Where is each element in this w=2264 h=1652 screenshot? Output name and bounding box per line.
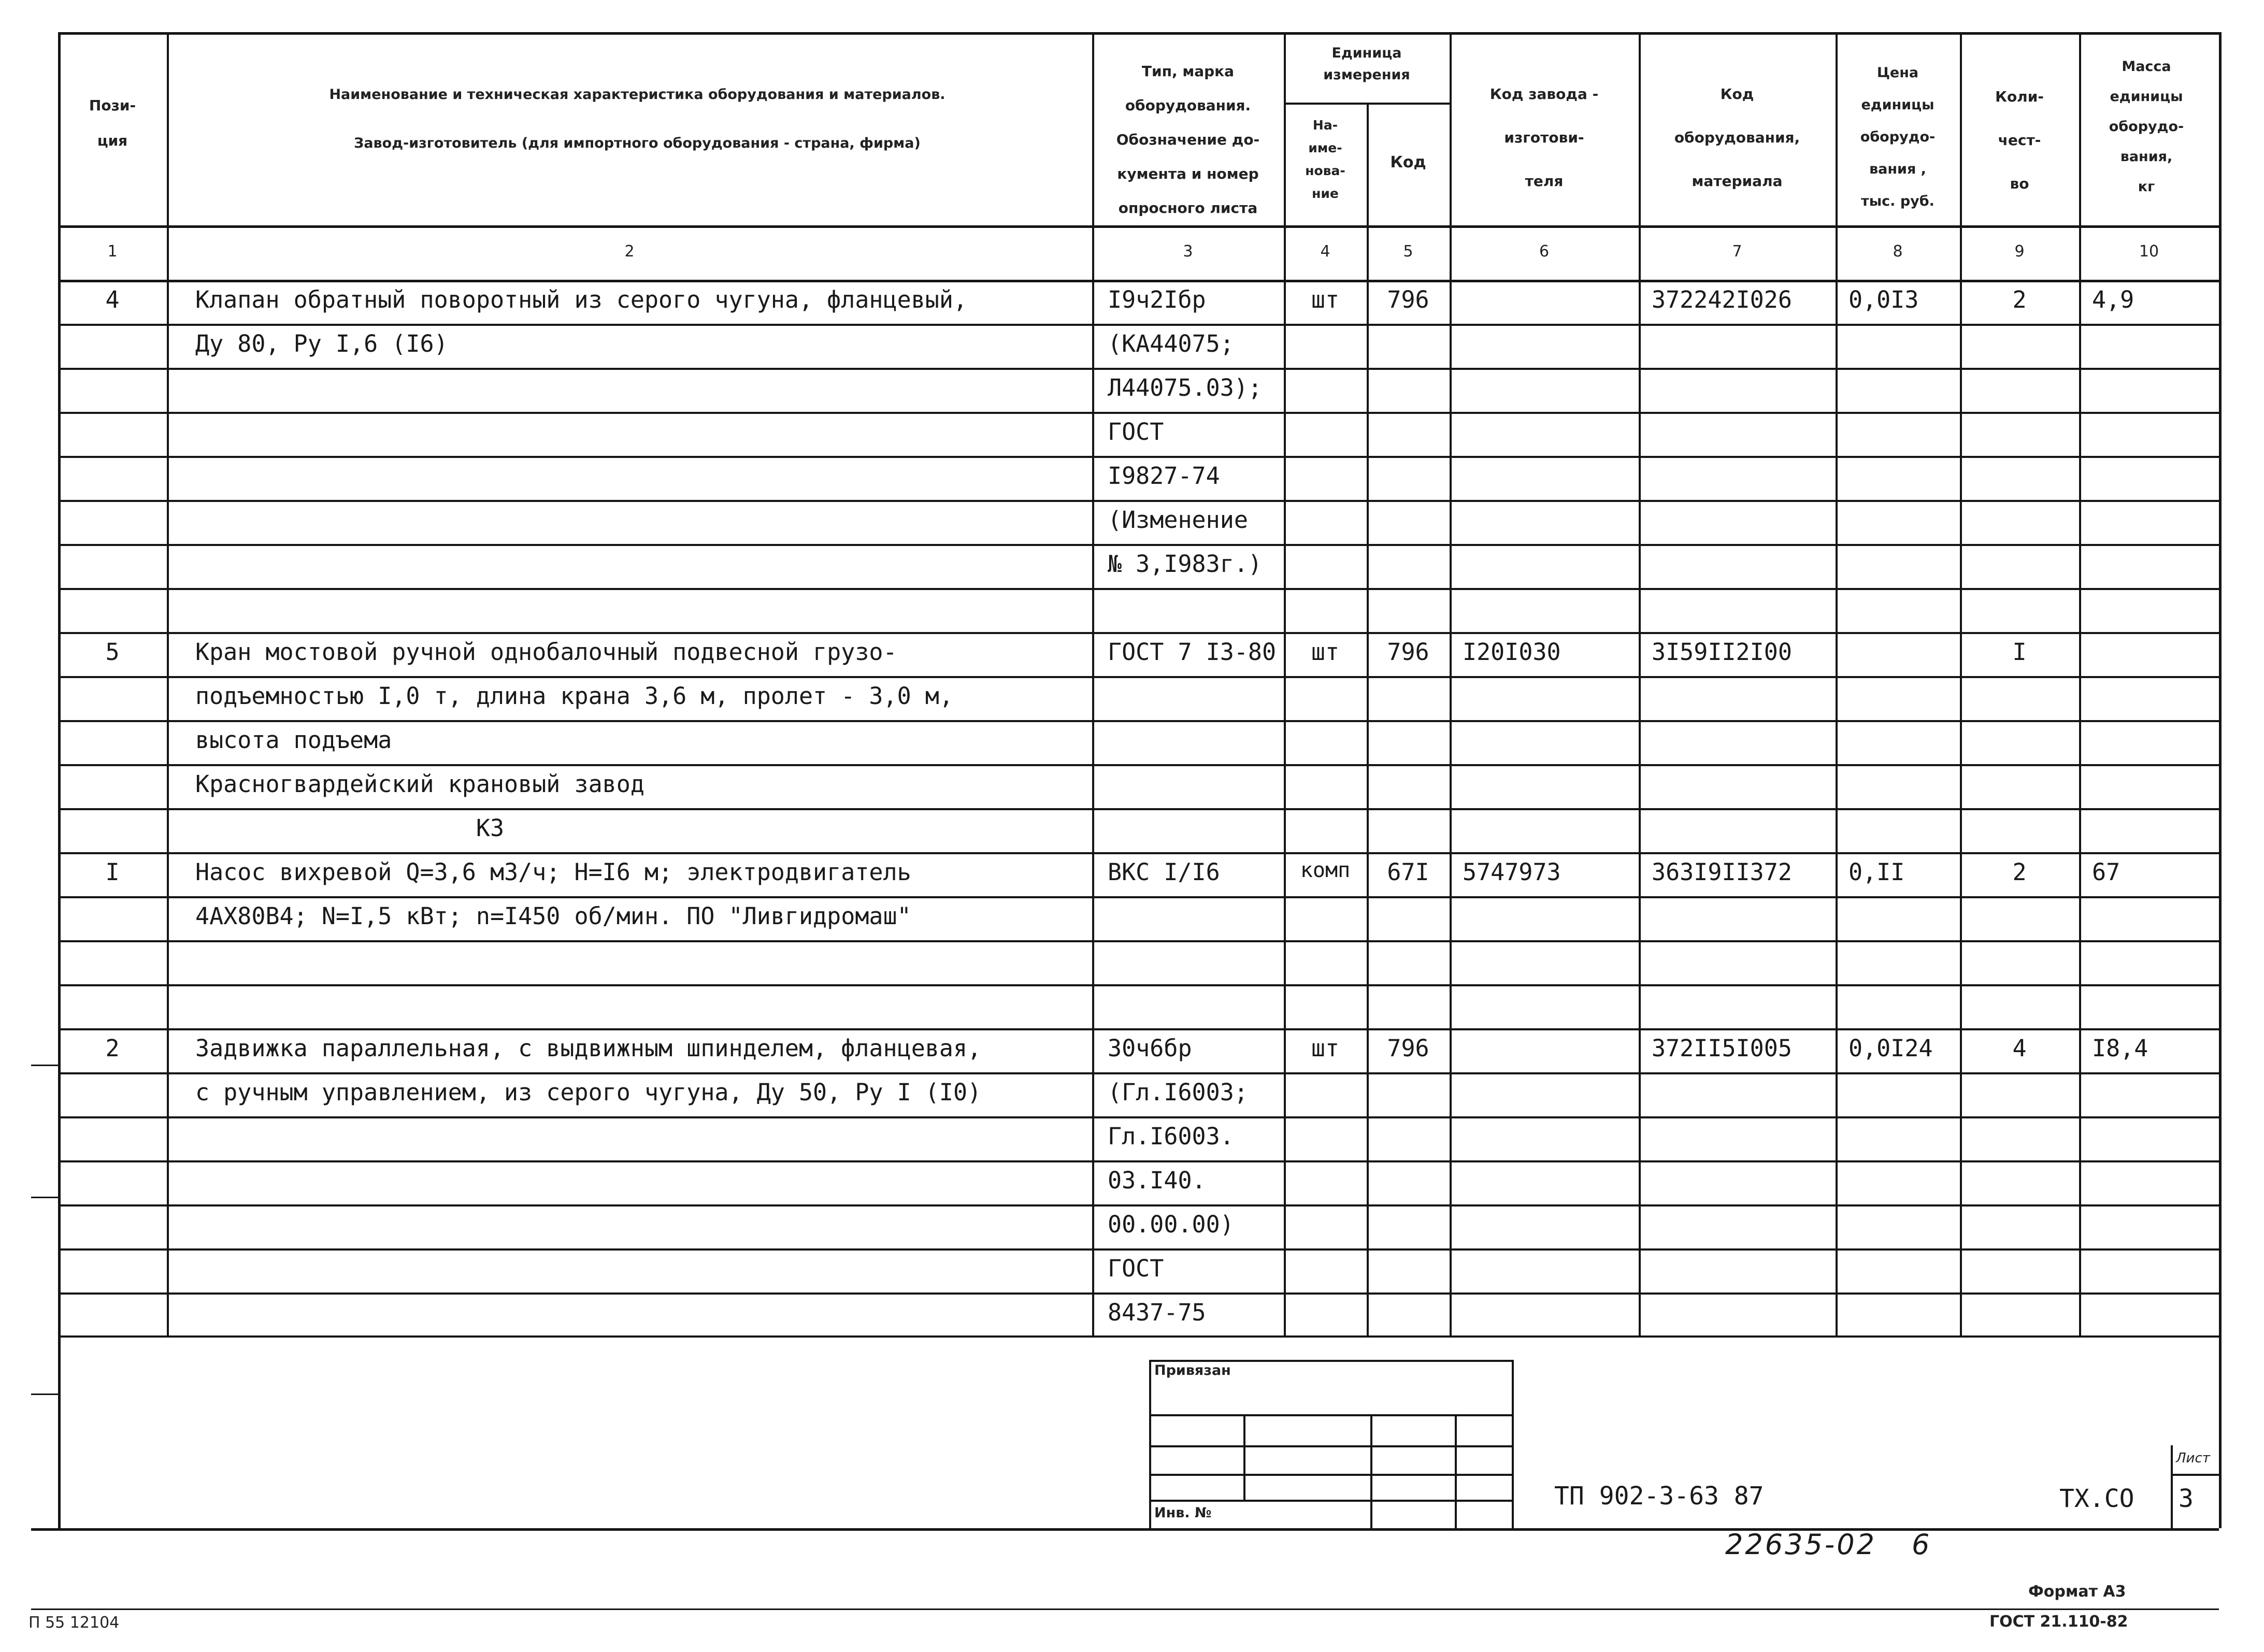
column-number: 2 [624,242,635,261]
table-rule [58,808,2219,810]
table-rule [58,984,2219,986]
table-rule [1284,32,1286,1335]
cell-type: 00.00.00) [1108,1211,1234,1238]
cell-mass: I8,4 [2092,1035,2148,1062]
cell-type: ГОСТ [1108,418,1164,446]
cell-type: I9827-74 [1108,462,1220,490]
cell-type: 8437-75 [1108,1299,1206,1326]
table-rule [58,1335,2219,1338]
column-number: 3 [1183,242,1193,261]
table-rule [58,1335,61,1528]
cell-equipment-code: 3I59II2I00 [1652,638,1792,666]
table-rule [1149,1445,1512,1447]
table-rule [58,1072,2219,1074]
cell-unit-price: 0,0I3 [1849,286,1919,313]
table-rule [1450,32,1452,1335]
table-rule [2171,1474,2219,1476]
column-number: 1 [107,242,118,261]
table-rule [58,1028,2219,1030]
table-rule [58,225,2219,228]
cell-equipment-code: 363I9II372 [1652,858,1792,886]
table-rule [58,632,2219,634]
table-rule [2219,32,2222,1335]
cell-quantity: 2 [2012,858,2027,886]
table-rule [2171,1445,2173,1528]
table-rule [1149,1360,1151,1528]
column-number: 6 [1539,242,1550,261]
table-rule [58,676,2219,678]
column-number: 10 [2139,242,2159,261]
header-unit-group: Единица измерения [1323,45,1410,83]
sheet-label: Лист [2176,1450,2210,1466]
cell-mass: 4,9 [2092,286,2134,313]
cell-unit-code: 796 [1387,638,1429,666]
cell-type: ГОСТ 7 I3-80 [1108,638,1277,666]
table-rule [1092,32,1094,1335]
table-rule [58,588,2219,590]
section-code: ТХ.СО [2059,1484,2134,1513]
cell-position: 4 [105,286,120,313]
table-rule [1639,32,1641,1335]
cell-type: ГОСТ [1108,1255,1164,1282]
cell-name: Насос вихревой Q=3,6 м3/ч; Н=I6 м; электродвигатель [195,858,911,886]
table-rule [58,456,2219,458]
cell-unit-code: 67I [1387,858,1429,886]
handwritten-archive-number: 22635-02 [1725,1528,1876,1561]
table-rule [58,324,2219,326]
table-rule [1960,32,1962,1335]
table-rule [58,896,2219,898]
cell-unit-name: комп [1300,858,1351,882]
cell-name: 4АХ80В4; N=I,5 кВт; n=I450 об/мин. ПО "Ливгидромаш" [195,902,911,930]
header-equipment-code: Код оборудования, материала [1674,85,1800,190]
table-rule [58,32,2219,35]
stamp-inv-no-label: Инв. № [1154,1505,1212,1521]
table-rule [58,500,2219,502]
sheet-number: 3 [2179,1484,2194,1513]
cell-type: (КА44075; [1108,330,1234,357]
table-rule [1149,1500,1512,1502]
table-rule [58,940,2219,942]
table-rule [58,544,2219,546]
table-rule [31,1528,2219,1531]
header-quantity: Коли- чест- во [1995,88,2044,192]
table-rule [1243,1414,1245,1500]
header-name-line2: Завод-изготовитель (для импортного оборудования - страна, фирма) [354,135,921,151]
cell-type: ВКС I/I6 [1108,858,1220,886]
table-rule [31,1394,58,1395]
header-unit-price: Цена единицы оборудо- вания , тыс. руб. [1860,65,1936,209]
header-type: Тип, марка оборудования. Обозначение до- кумента и номер опросного листа [1116,63,1260,217]
cell-type: Гл.I6003. [1108,1123,1234,1150]
cell-name: с ручным управлением, из серого чугуна, Ду 50, Ру I (I0) [195,1079,982,1106]
gost-label: ГОСТ 21.110-82 [1989,1613,2128,1631]
cell-type: 30ч6бр [1108,1035,1192,1062]
table-rule [31,1197,58,1198]
table-rule [58,1204,2219,1206]
table-rule [31,1608,2219,1610]
handwritten-page-number: 6 [1912,1528,1930,1561]
table-rule [1512,1360,1514,1528]
table-rule [58,1160,2219,1162]
cell-unit-name: шт [1311,638,1340,666]
column-number: 5 [1403,242,1413,261]
column-number: 4 [1320,242,1330,261]
format-label: Формат А3 [2028,1583,2126,1601]
table-rule [1149,1360,1512,1362]
stamp-privyazan-label: Привязан [1154,1362,1231,1378]
cell-unit-price: 0,0I24 [1849,1035,1933,1062]
cell-name: Клапан обратный поворотный из серого чугуна, фланцевый, [195,286,968,313]
table-rule [58,412,2219,414]
cell-unit-name: шт [1311,286,1340,313]
cell-quantity: I [2012,638,2027,666]
cell-quantity: 4 [2012,1035,2027,1062]
cell-unit-name: шт [1311,1035,1340,1062]
print-code: П 55 12104 [28,1614,120,1632]
cell-type: Л44075.03); [1108,374,1263,401]
cell-unit-code: 796 [1387,286,1429,313]
column-number: 7 [1732,242,1742,261]
cell-name: Красногвардейский крановый завод [195,770,644,798]
cell-position: 5 [105,638,120,666]
table-rule [1836,32,1838,1335]
cell-unit-code: 796 [1387,1035,1429,1062]
cell-mass: 67 [2092,858,2120,886]
cell-equipment-code: 372II5I005 [1652,1035,1792,1062]
cell-name: подъемностью I,0 т, длина крана 3,6 м, пролет - 3,0 м, [195,682,953,710]
table-rule [167,32,169,1335]
header-factory-code: Код завода - изготови- теля [1489,85,1599,190]
table-rule [2079,32,2081,1335]
table-rule [58,1292,2219,1295]
column-number: 8 [1893,242,1903,261]
table-rule [1370,1414,1372,1528]
table-rule [58,720,2219,722]
header-unit-code: Код [1390,153,1426,171]
table-rule [31,1065,58,1066]
cell-name: Задвижка параллельная, с выдвижным шпинделем, фланцевая, [195,1035,982,1062]
table-rule [1149,1474,1512,1476]
cell-type: № 3,I983г.) [1108,550,1263,578]
cell-factory-code: I20I030 [1463,638,1561,666]
table-rule [58,368,2219,370]
table-rule [58,1116,2219,1118]
table-rule [58,1248,2219,1251]
cell-name: К3 [195,814,505,842]
cell-equipment-code: 372242I026 [1652,286,1792,313]
header-unit-name: На- име- нова- ние [1305,118,1345,201]
header-name-line1: Наименование и техническая характеристика оборудования и материалов. [329,87,945,103]
header-mass: Масса единицы оборудо- вания, кг [2109,59,2184,195]
cell-type: 03.I40. [1108,1167,1206,1194]
table-rule [58,764,2219,766]
cell-position: 2 [105,1035,120,1062]
cell-type: (Гл.I6003; [1108,1079,1248,1106]
document-code: ТП 902-3-63 87 [1554,1482,1764,1511]
table-rule [58,280,2219,282]
cell-quantity: 2 [2012,286,2027,313]
table-rule [1149,1414,1512,1416]
cell-position: I [105,858,120,886]
table-rule [1455,1414,1457,1528]
cell-type: I9ч2Iбр [1108,286,1206,313]
cell-name: Ду 80, Ру I,6 (I6) [195,330,448,357]
cell-type: (Изменение [1108,506,1248,534]
cell-unit-price: 0,II [1849,858,1905,886]
cell-name: Кран мостовой ручной однобалочный подвесной грузо- [195,638,897,666]
header-position: Пози- ция [89,97,136,149]
cell-name: высота подъема [195,726,392,754]
cell-factory-code: 5747973 [1463,858,1561,886]
table-rule [58,852,2219,854]
table-rule [58,32,61,1335]
column-number: 9 [2014,242,2025,261]
table-rule [2219,1335,2222,1528]
